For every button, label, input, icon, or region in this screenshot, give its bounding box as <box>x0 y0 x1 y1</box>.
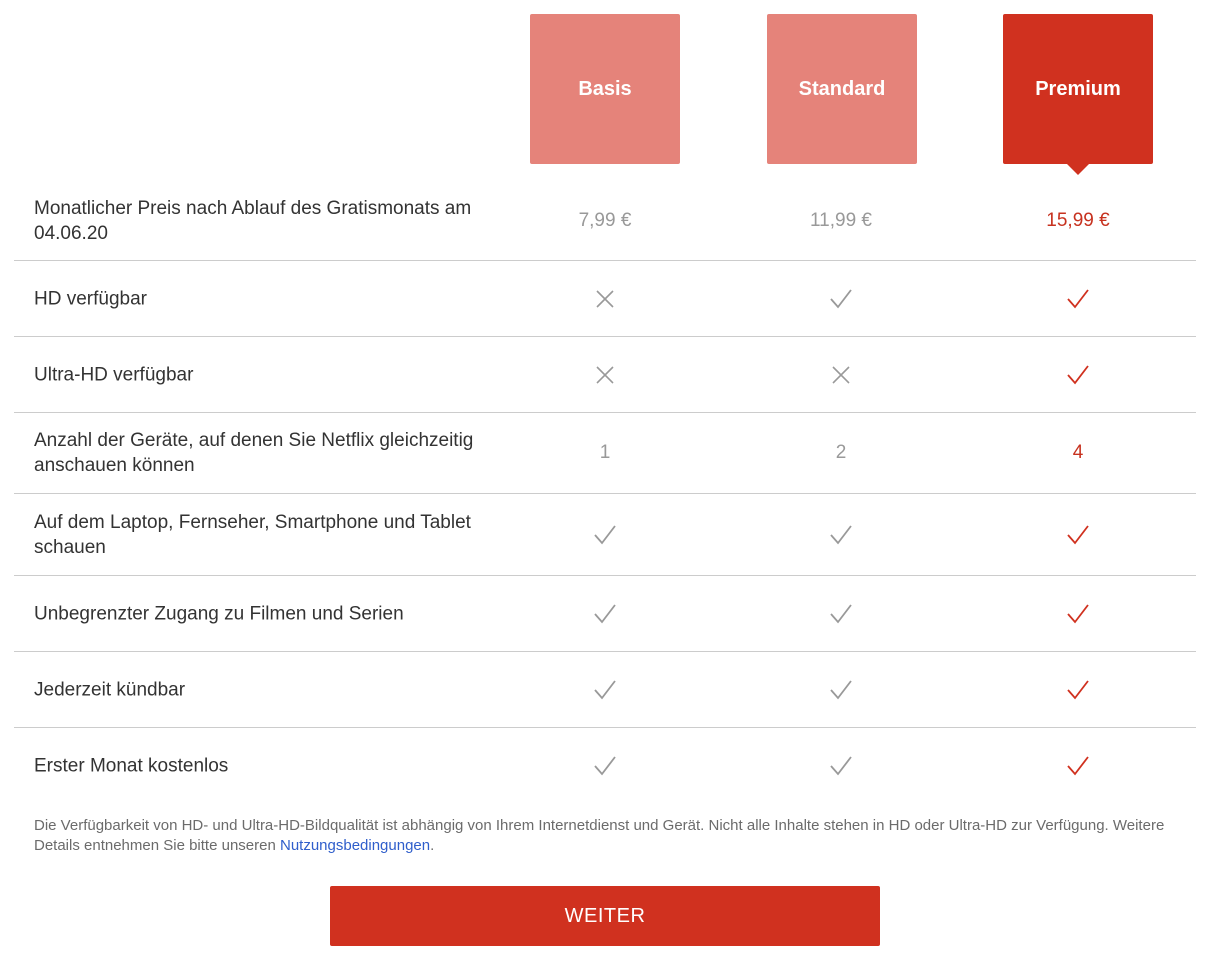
row-label: Jederzeit kündbar <box>34 679 186 700</box>
check-icon <box>766 679 916 701</box>
plan-button-standard[interactable] <box>767 14 917 164</box>
disclaimer-body: Die Verfügbarkeit von HD- und Ultra-HD-Bildqualität ist abhängig von Ihrem Internetdienst und Gerät. Nicht alle Inhalte stehen in HD oder Ultra-HD zur Verfügung. Weitere Details entnehmen Sie bitte unseren <box>34 817 1165 854</box>
row-label: HD verfügbar <box>34 288 147 309</box>
check-icon <box>1003 364 1153 386</box>
check-icon <box>530 679 680 701</box>
row-label: Anzahl der Geräte, auf denen Sie Netflix gleichzeitig anschauen können <box>34 430 474 476</box>
plan-button-premium[interactable] <box>1003 14 1153 164</box>
disclaimer-end: . <box>430 837 435 854</box>
check-icon <box>530 524 680 546</box>
continue-button[interactable]: WEITER <box>330 886 880 946</box>
check-icon <box>1003 603 1153 625</box>
check-icon <box>1003 679 1153 701</box>
row-label: Ultra-HD verfügbar <box>34 364 194 385</box>
table-row-ultra-hd <box>14 337 1196 413</box>
disclaimer-text <box>34 816 1174 856</box>
cell-value: 4 <box>1072 442 1084 463</box>
table-row-free-month <box>14 728 1196 804</box>
cell-value: 11,99 € <box>810 210 872 231</box>
check-icon <box>766 755 916 777</box>
cell-value: 1 <box>599 442 611 463</box>
check-icon <box>530 603 680 625</box>
cell-value: 15,99 € <box>1046 210 1110 231</box>
row-label: Auf dem Laptop, Fernseher, Smartphone und Tablet schauen <box>34 511 471 558</box>
table-row-price <box>14 182 1196 261</box>
plan-button-label: Premium <box>1035 77 1121 100</box>
cross-icon <box>766 365 916 385</box>
plan-button-basis[interactable] <box>530 14 680 164</box>
row-label: Erster Monat kostenlos <box>34 755 229 777</box>
plan-button-label: Basis <box>578 77 632 100</box>
cell-value: 7,99 € <box>578 210 632 231</box>
cell-value: 2 <box>835 442 847 463</box>
cross-icon <box>530 365 680 385</box>
row-label: Unbegrenzter Zugang zu Filmen und Serien <box>34 603 404 624</box>
check-icon <box>766 288 916 310</box>
check-icon <box>530 755 680 777</box>
row-label: Monatlicher Preis nach Ablauf des Gratismonats am 04.06.20 <box>34 198 472 244</box>
table-row-hd <box>14 261 1196 337</box>
check-icon <box>1003 288 1153 310</box>
table-row-cancel <box>14 652 1196 728</box>
plan-comparison-table <box>14 182 1196 804</box>
cross-icon <box>530 289 680 309</box>
check-icon <box>1003 524 1153 546</box>
check-icon <box>1003 755 1153 777</box>
terms-link[interactable]: Nutzungsbedingungen <box>279 837 431 854</box>
check-icon <box>766 603 916 625</box>
plan-button-label: Standard <box>798 77 886 100</box>
check-icon <box>766 524 916 546</box>
table-row-devices <box>14 413 1196 494</box>
table-row-unlimited <box>14 576 1196 652</box>
table-row-platforms <box>14 494 1196 576</box>
